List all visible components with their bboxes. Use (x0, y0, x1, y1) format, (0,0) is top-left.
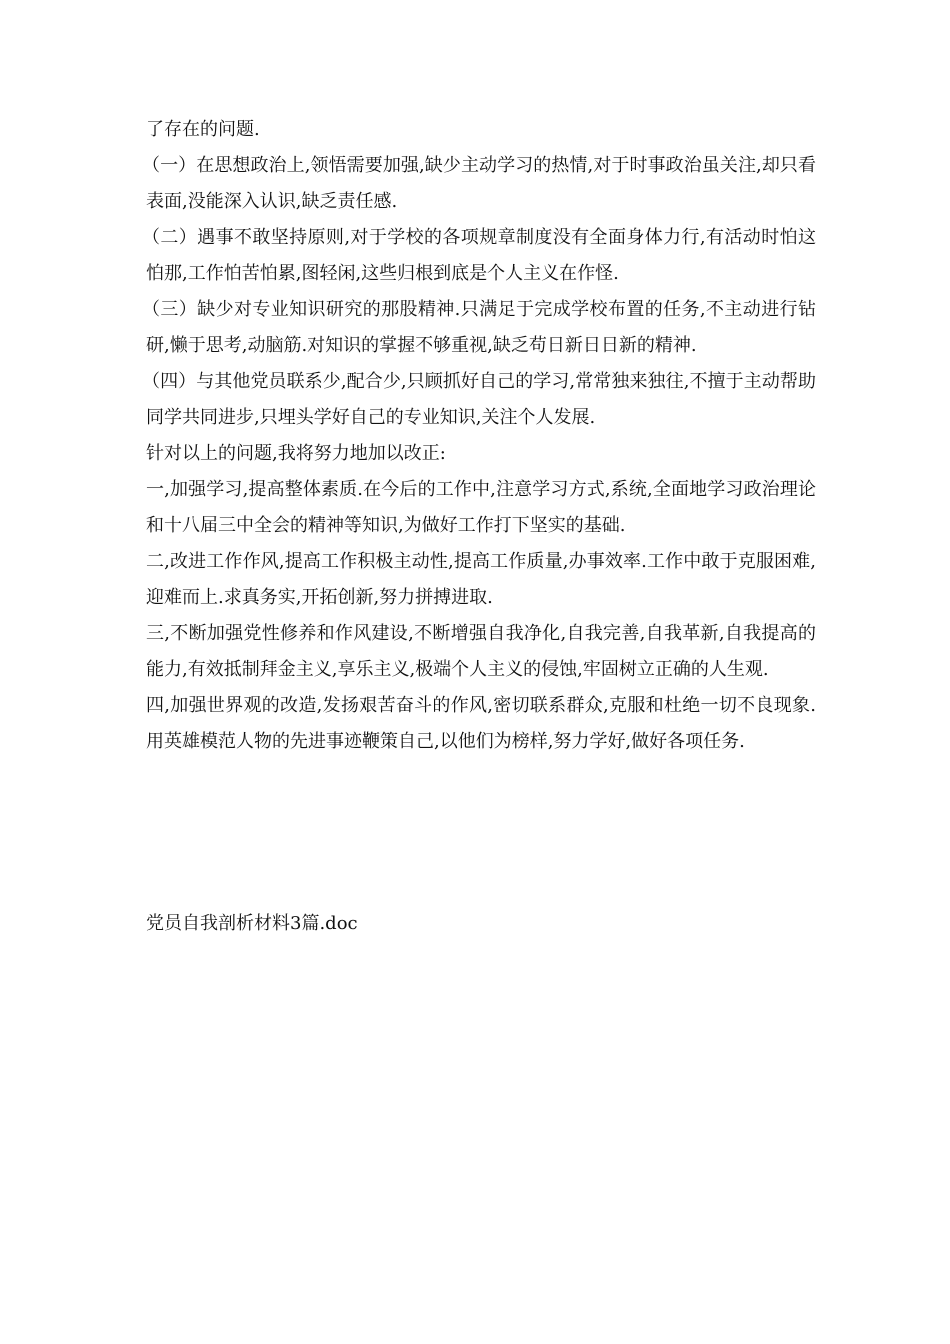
document-body (142, 112, 816, 760)
paragraph-correction-1: 一,加强学习,提高整体素质.在今后的工作中,注意学习方式,系统,全面地学习政治理论和十八届三中全会的精神等知识,为做好工作打下坚实的基础. (146, 479, 816, 536)
paragraph-intro-tail: 了存在的问题. (146, 119, 260, 140)
paragraph-correction-2: 二,改进工作作风,提高工作积极主动性,提高工作质量,办事效率.工作中敢于克服困难,迎难而上.求真务实,开拓创新,努力拼搏进取. (146, 551, 816, 608)
paragraph-problem-4: （四）与其他党员联系少,配合少,只顾抓好自己的学习,常常独来独往,不擅于主动帮助同学共同进步,只埋头学好自己的专业知识,关注个人发展. (142, 371, 816, 428)
paragraph-correction-intro: 针对以上的问题,我将努力地加以改正: (146, 443, 446, 464)
document-footer-title: 党员自我剖析材料3篇.doc (146, 913, 358, 934)
paragraph-problem-1: （一）在思想政治上,领悟需要加强,缺少主动学习的热情,对于时事政治虽关注,却只看表面,没能深入认识,缺乏责任感. (142, 155, 816, 212)
paragraph-problem-2: （二）遇事不敢坚持原则,对于学校的各项规章制度没有全面身体力行,有活动时怕这怕那,工作怕苦怕累,图轻闲,这些归根到底是个人主义在作怪. (142, 227, 816, 284)
paragraph-correction-4: 四,加强世界观的改造,发扬艰苦奋斗的作风,密切联系群众,克服和杜绝一切不良现象.用英雄模范人物的先进事迹鞭策自己,以他们为榜样,努力学好,做好各项任务. (146, 695, 816, 752)
paragraph-problem-3: （三）缺少对专业知识研究的那股精神.只满足于完成学校布置的任务,不主动进行钻研,懒于思考,动脑筋.对知识的掌握不够重视,缺乏苟日新日日新的精神. (142, 299, 816, 356)
paragraph-correction-3: 三,不断加强党性修养和作风建设,不断增强自我净化,自我完善,自我革新,自我提高的能力,有效抵制拜金主义,享乐主义,极端个人主义的侵蚀,牢固树立正确的人生观. (146, 623, 816, 680)
